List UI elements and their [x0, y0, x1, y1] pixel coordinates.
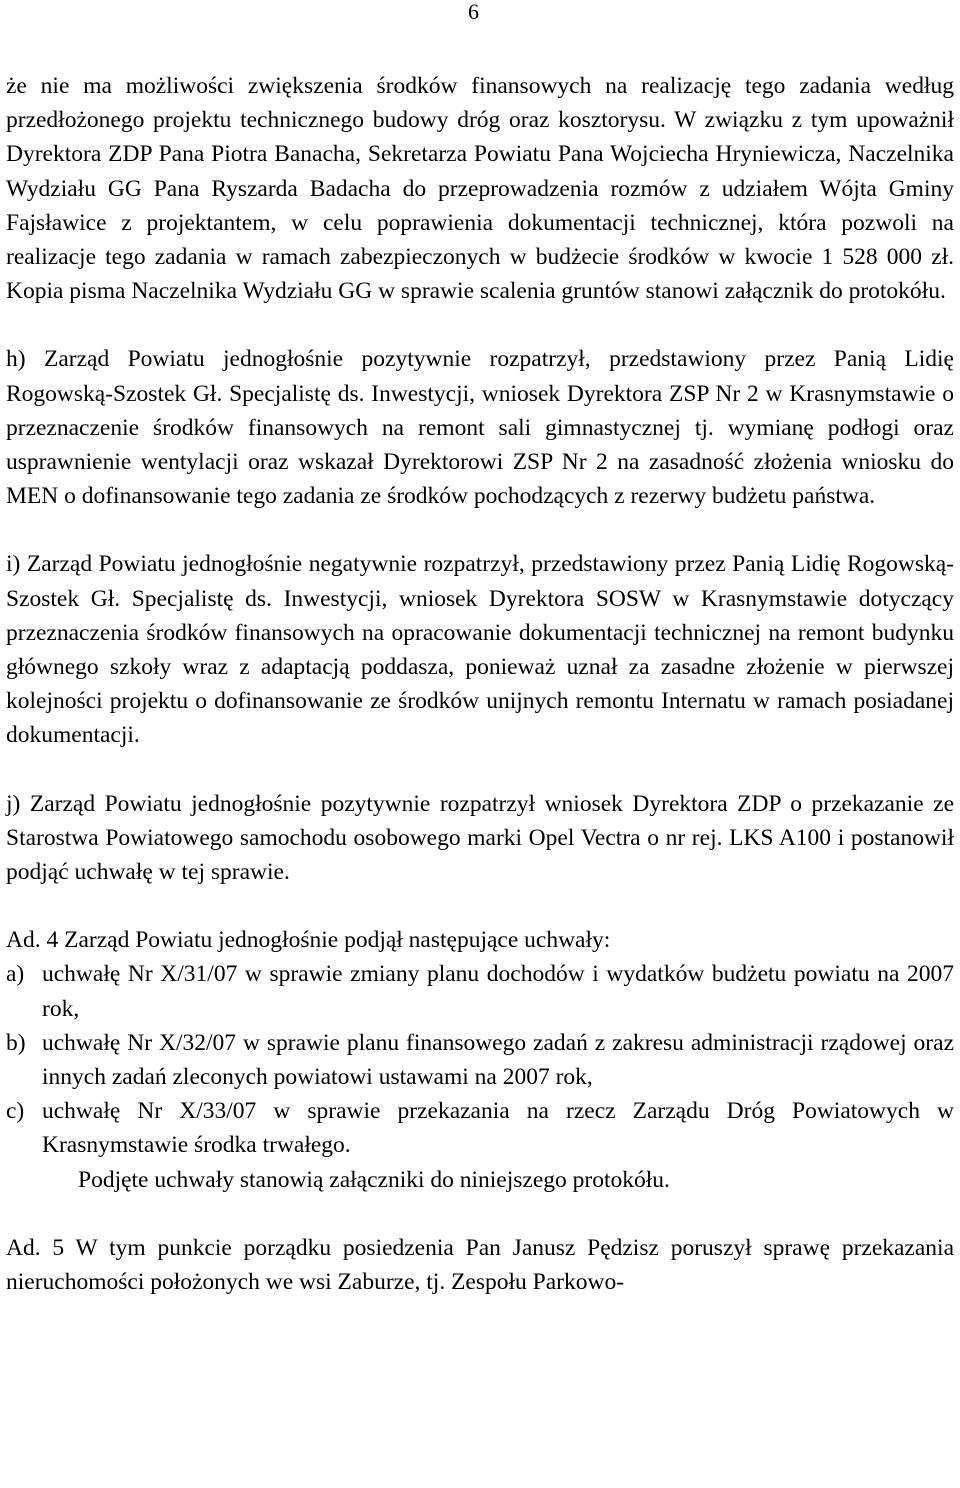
document-body: [6, 69, 954, 1299]
ad4-closing: Podjęte uchwały stanowią załączniki do niniejszego protokółu.: [78, 1166, 670, 1193]
paragraph-j: j) Zarząd Powiatu jednogłośnie pozytywnie rozpatrzył wniosek Dyrektora ZDP o przekazanie ze Starostwa Powiatowego samochodu osobowego marki Opel Vectra o nr rej. LKS A100 i postanowił podjąć uchwałę w tej sprawie.: [6, 790, 954, 886]
paragraph-i: i) Zarząd Powiatu jednogłośnie negatywnie rozpatrzył, przedstawiony przez Panią Lidię Rogowską-Szostek Gł. Specjalistę ds. Inwestycji, wniosek Dyrektora SOSW w Krasnymstawie dotyczący przeznaczenia środków finansowych na opracowanie dokumentacji technicznej na remont budynku głównego szkoły wraz z adaptacją poddasza, ponieważ uznał za zasadne złożenie w pierwszej kolejności projektu o dofinansowanie ze środków unijnych remontu Internatu w ramach posiadanej dokumentacji.: [6, 551, 954, 749]
paragraph-gap: [6, 308, 954, 342]
paragraph-gap: [6, 1197, 954, 1231]
list-item-text: uchwałę Nr X/32/07 w sprawie planu finansowego zadań z zakresu administracji rządowej oraz innych zadań zleconych powiatowi ustawami na 2007 rok,: [42, 1029, 954, 1091]
list-item-text: uchwałę Nr X/31/07 w sprawie zmiany planu dochodów i wydatków budżetu powiatu na 2007 rok,: [42, 961, 954, 1022]
list-item: [6, 1094, 954, 1162]
list-item-text: uchwałę Nr X/33/07 w sprawie przekazania na rzecz Zarządu Dróg Powiatowych w Krasnymstawie środka trwałego.: [42, 1098, 954, 1159]
list-item: [6, 957, 954, 1025]
list-item: [6, 1026, 954, 1094]
ad5-paragraph: Ad. 5 W tym punkcie porządku posiedzenia Pan Janusz Pędzisz poruszył sprawę przekazania nieruchomości położonych we wsi Zaburze, tj. Zespołu Parkowo-: [6, 1234, 954, 1296]
ad4-heading: Ad. 4 Zarząd Powiatu jednogłośnie podjął następujące uchwały:: [6, 927, 611, 954]
paragraph-g-continuation: że nie ma możliwości zwiększenia środków finansowych na realizację tego zadania według przedłożonego projektu technicznego budowy dróg oraz kosztorysu. W związku z tym upoważnił Dyrektora ZDP Pana Piotra Banacha, Sekretarza Powiatu Pana Wojciecha Hryniewicza, Naczelnika Wydziału GG Pana Ryszarda Badacha do przeprowadzenia rozmów z udziałem Wójta Gminy Fajsławice z projektantem, w celu poprawienia dokumentacji technicznej, która pozwoli na realizacje tego zadania w ramach zabezpieczonych w budżecie środków w kwocie 1 528 000 zł. Kopia pisma Naczelnika Wydziału GG w sprawie scalenia gruntów stanowi załącznik do protokółu.: [6, 73, 954, 305]
page-number: 6: [468, 0, 479, 24]
paragraph-gap: [6, 889, 954, 923]
list-marker: c): [6, 1098, 25, 1125]
paragraph-h: h) Zarząd Powiatu jednogłośnie pozytywnie rozpatrzył, przedstawiony przez Panią Lidię Rogowską-Szostek Gł. Specjalistę ds. Inwestycji, wniosek Dyrektora ZSP Nr 2 w Krasnymstawie o przeznaczenie środków finansowych na remont sali gimnastycznej tj. wymianę podłogi oraz usprawnienie wentylacji oraz wskazał Dyrektorowi ZSP Nr 2 na zasadność złożenia wniosku do MEN o dofinansowanie tego zadania ze środków pochodzących z rezerwy budżetu państwa.: [6, 346, 954, 510]
list-marker: a): [6, 961, 25, 988]
resolutions-list: [6, 957, 954, 1162]
list-marker: b): [6, 1029, 26, 1056]
paragraph-gap: [6, 753, 954, 787]
paragraph-gap: [6, 513, 954, 547]
